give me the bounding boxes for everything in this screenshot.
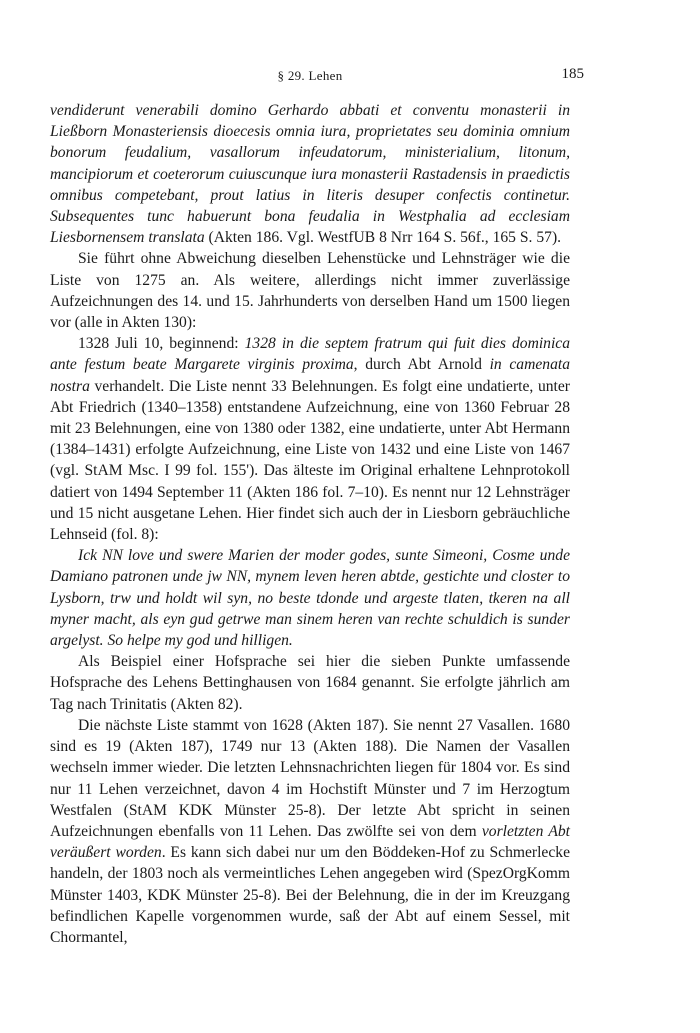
paragraph-3 xyxy=(50,333,570,545)
paragraph-3-text-3: verhandelt. Die Liste nennt 33 Belehnungen. Es folgt eine undatierte, unter Abt Friedrich (1340–1358) entstandene Aufzeichnung, eine von 1360 Februar 28 mit 23 Belehnungen, eine von 1380 oder 1382, eine undatierte, unter Abt Hermann (1384–1431) erfolgte Aufzeichnung, eine Liste von 1432 und eine Liste von 1467 (vgl. StAM Msc. I 99 fol. 155'). Das älteste im Original erhaltene Lehnprotokoll datiert von 1494 September 11 (Akten 186 fol. 7–10). Es nennt nur 12 Lehnsträger und 15 nicht ausgetane Lehen. Hier findet sich auch der in Liesborn gebräuchliche Lehnseid (fol. 8): xyxy=(50,377,570,544)
citation: (Akten 186. Vgl. WestfUB 8 Nrr 164 S. 56f., 165 S. 57). xyxy=(204,229,562,247)
paragraph-6 xyxy=(50,715,570,948)
paragraph-4-oath xyxy=(50,545,570,651)
paragraph-2: Sie führt ohne Abweichung dieselben Lehenstücke und Lehnsträger wie die Liste von 1275 an. Als weitere, allerdings nicht immer zuverlässige Aufzeichnungen des 14. und 15. Jahrhunderts von derselben Hand um 1500 liegen vor (alle in Akten 130): xyxy=(50,250,570,332)
body-text xyxy=(50,100,570,948)
latin-quotation: vendiderunt venerabili domino Gerhardo abbati et conventu monasterii in Ließborn Monasteriensis dioecesis omnia iura, proprietates seu dominia omnium bonorum feudalium, vasallorum infeudatorum, ministerialium, litonum, mancipiorum et coeterorum cuiuscunque iura monasterii Rastadensis in praedictis omnibus competebant, prout latius in literis desuper confectis continetur. Subsequentes tunc habuerunt bona feudalia in Westphalia ad ecclesiam Liesbornensem translata xyxy=(50,102,570,247)
running-title: § 29. Lehen xyxy=(277,68,343,83)
paragraph-3-text-1: 1328 Juli 10, beginnend: xyxy=(78,335,245,353)
running-head xyxy=(50,66,584,86)
paragraph-3-quote-2: in camenata nostra xyxy=(50,356,571,395)
oath-text: Ick NN love und swere Marien der moder godes, sunte Simeoni, Cosme unde Damiano patronen unde jw NN, mynem leven heren abtde, gestichte und closter to Lysborn, trw und holdt wil syn, no beste tdonde und argeste tlaten, tkeren na all myner macht, als eyn gud getrwe man sinem heren van rechte schuldich is sunder argelyst. So helpe my god und hilligen. xyxy=(50,547,570,650)
paragraph-6-quote: vorletzten Abt veräußert worden xyxy=(50,822,571,862)
paragraph-5: Als Beispiel einer Hofsprache sei hier die sieben Punkte umfassende Hofsprache des Lehens Bettinghausen von 1684 genannt. Sie erfolgte jährlich am Tag nach Trinitatis (Akten 82). xyxy=(50,653,570,713)
paragraph-6-text-1: Die nächste Liste stammt von 1628 (Akten 187). Sie nennt 27 Vasallen. 1680 sind es 19 (Akten 187), 1749 nur 13 (Akten 188). Die Namen der Vasallen wechseln immer wieder. Die letzten Lehnsnachrichten liegen für 1804 vor. Es sind nur 11 Lehen verzeichnet, davon 4 im Hochstift Münster und 7 im Herzogtum Westfalen (StAM KDK Münster 25-8). Der letzte Abt spricht in seinen Aufzeichnungen ebenfalls von 11 Lehen. Das zwölfte sei von dem xyxy=(50,716,570,840)
paragraph-3-quote-1: 1328 in die septem fratrum qui fuit dies dominica ante festum beate Margarete virginis proxima xyxy=(50,335,571,374)
paragraph-1 xyxy=(50,100,570,248)
paragraph-3-text-2: , durch Abt Arnold xyxy=(353,356,490,374)
page-number: 185 xyxy=(561,66,584,82)
paragraph-6-text-2: . Es kann sich dabei nur um den Böddeken-Hof zu Schmerlecke handeln, der 1803 noch als vermeintliches Lehen angegeben wird (SpezOrgKomm Münster 1403, KDK Münster 25-8). Bei der Belehnung, die in der im Kreuzgang befindlichen Kapelle vorgenommen wurde, saß der Abt auf einem Sessel, mit Chormantel, xyxy=(50,844,570,946)
